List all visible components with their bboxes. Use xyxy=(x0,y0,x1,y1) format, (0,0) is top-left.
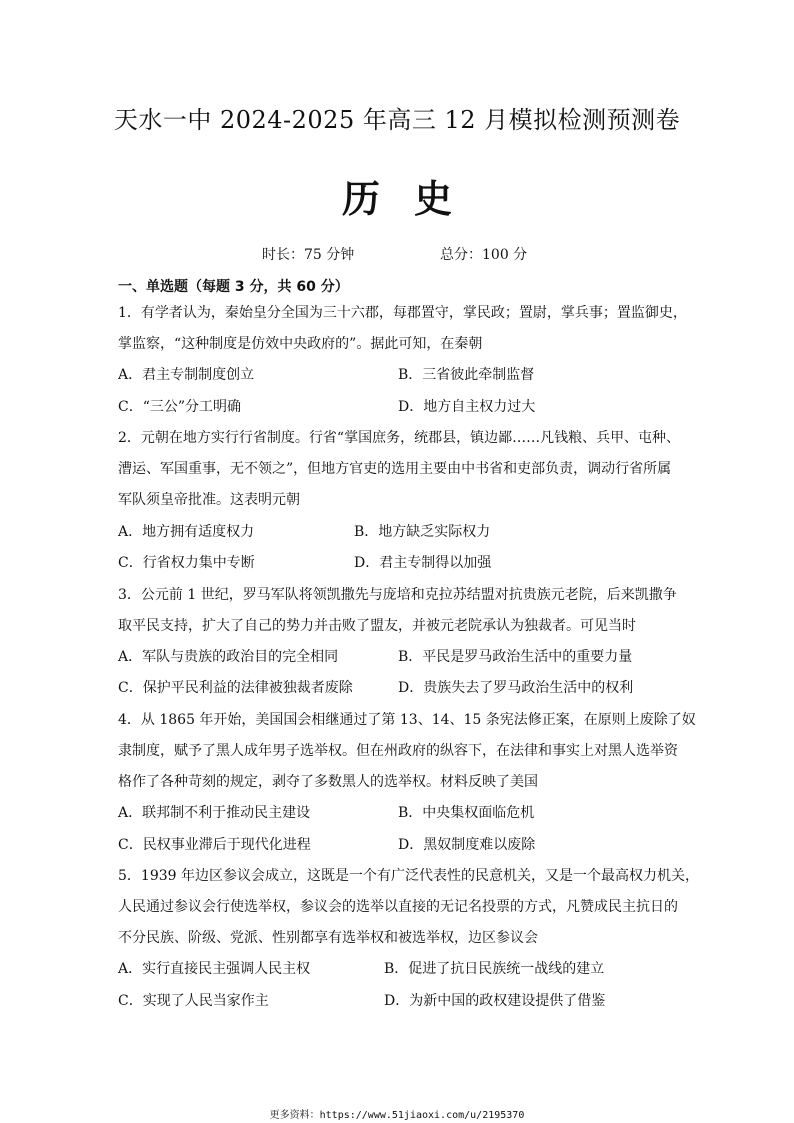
question-5-line-2: 人民通过参议会行使选举权，参议会的选举以直接的无记名投票的方式，凡赞成民主抗日的 xyxy=(118,899,678,915)
question-3-line-1: 3．公元前 1 世纪，罗马军队将领凯撒先与庞培和克拉苏结盟对抗贵族元老院，后来凯撒争 xyxy=(118,587,677,603)
question-5-option-a: A．实行直接民主强调人民主权 xyxy=(118,961,311,977)
duration-label: 时长：75 分钟 xyxy=(262,247,355,263)
exam-title: 天水一中 2024-2025 年高三 12 月模拟检测预测卷 xyxy=(113,106,681,134)
total-score-label: 总分：100 分 xyxy=(440,247,528,263)
question-5-line-3: 不分民族、阶级、党派、性别都享有选举权和被选举权，边区参议会 xyxy=(118,930,538,946)
question-4-option-b: B．中央集权面临危机 xyxy=(398,805,535,821)
question-3-option-a: A．军队与贵族的政治目的完全相同 xyxy=(118,649,339,665)
question-1-line-2: 掌监察，“这种制度是仿效中央政府的”。据此可知，在秦朝 xyxy=(118,336,483,352)
question-1-line-1: 1．有学者认为，秦始皇分全国为三十六郡，每郡置守，掌民政；置尉，掌兵事；置监御史， xyxy=(118,305,687,321)
question-2-line-3: 军队须皇帝批准。这表明元朝 xyxy=(118,492,300,508)
question-4-line-2: 隶制度，赋予了黑人成年男子选举权。但在州政府的纵容下，在法律和事实上对黑人选举资 xyxy=(118,743,678,759)
question-4-option-a: A．联邦制不利于推动民主建设 xyxy=(118,805,311,821)
question-2-option-a: A．地方拥有适度权力 xyxy=(118,524,255,540)
question-2-line-1: 2．元朝在地方实行行省制度。行省“掌国庶务，统郡县，镇边鄙……凡钱粮、兵甲、屯种、 xyxy=(118,430,681,446)
question-3-option-c: C．保护平民利益的法律被独裁者废除 xyxy=(118,680,353,696)
question-2-option-d: D．君主专制得以加强 xyxy=(354,555,492,571)
question-4-line-3: 格作了各种苛刻的规定，剥夺了多数黑人的选举权。材料反映了美国 xyxy=(118,774,538,790)
question-4-option-d: D．黑奴制度难以废除 xyxy=(398,837,536,853)
section-heading: 一、单选题（每题 3 分，共 60 分） xyxy=(118,279,349,295)
question-5-option-b: B．促进了抗日民族统一战线的建立 xyxy=(384,961,605,977)
question-4-line-1: 4．从 1865 年开始，美国国会相继通过了第 13、14、15 条宪法修正案，在原则上废除了奴 xyxy=(118,712,696,728)
question-3-option-b: B．平民是罗马政治生活中的重要力量 xyxy=(398,649,633,665)
question-4-option-c: C．民权事业滞后于现代化进程 xyxy=(118,837,311,853)
question-1-option-b: B．三省彼此牵制监督 xyxy=(398,367,535,383)
question-1-option-c: C．“三公”分工明确 xyxy=(118,399,242,415)
question-5-option-d: D．为新中国的政权建设提供了借鉴 xyxy=(384,993,606,1009)
question-2-option-c: C．行省权力集中专断 xyxy=(118,555,255,571)
question-3-line-2: 取平民支持，扩大了自己的势力并击败了盟友，并被元老院承认为独裁者。可见当时 xyxy=(118,618,636,634)
question-1-option-d: D．地方自主权力过大 xyxy=(398,399,536,415)
question-5-line-1: 5．1939 年边区参议会成立，这既是一个有广泛代表性的民意机关，又是一个最高权力机关， xyxy=(118,868,699,884)
subject-heading: 历史 xyxy=(341,177,486,221)
question-1-option-a: A．君主专制制度创立 xyxy=(118,367,255,383)
question-3-option-d: D．贵族失去了罗马政治生活中的权利 xyxy=(398,680,634,696)
question-2-option-b: B．地方缺乏实际权力 xyxy=(354,524,491,540)
question-5-option-c: C．实现了人民当家作主 xyxy=(118,993,269,1009)
footer-link[interactable]: 更多资料：https://www.51jiaoxi.com/u/2195370 xyxy=(269,1110,525,1121)
question-2-line-2: 漕运、军国重事，无不领之”，但地方官吏的选用主要由中书省和吏部负责，调动行省所属 xyxy=(118,461,672,477)
